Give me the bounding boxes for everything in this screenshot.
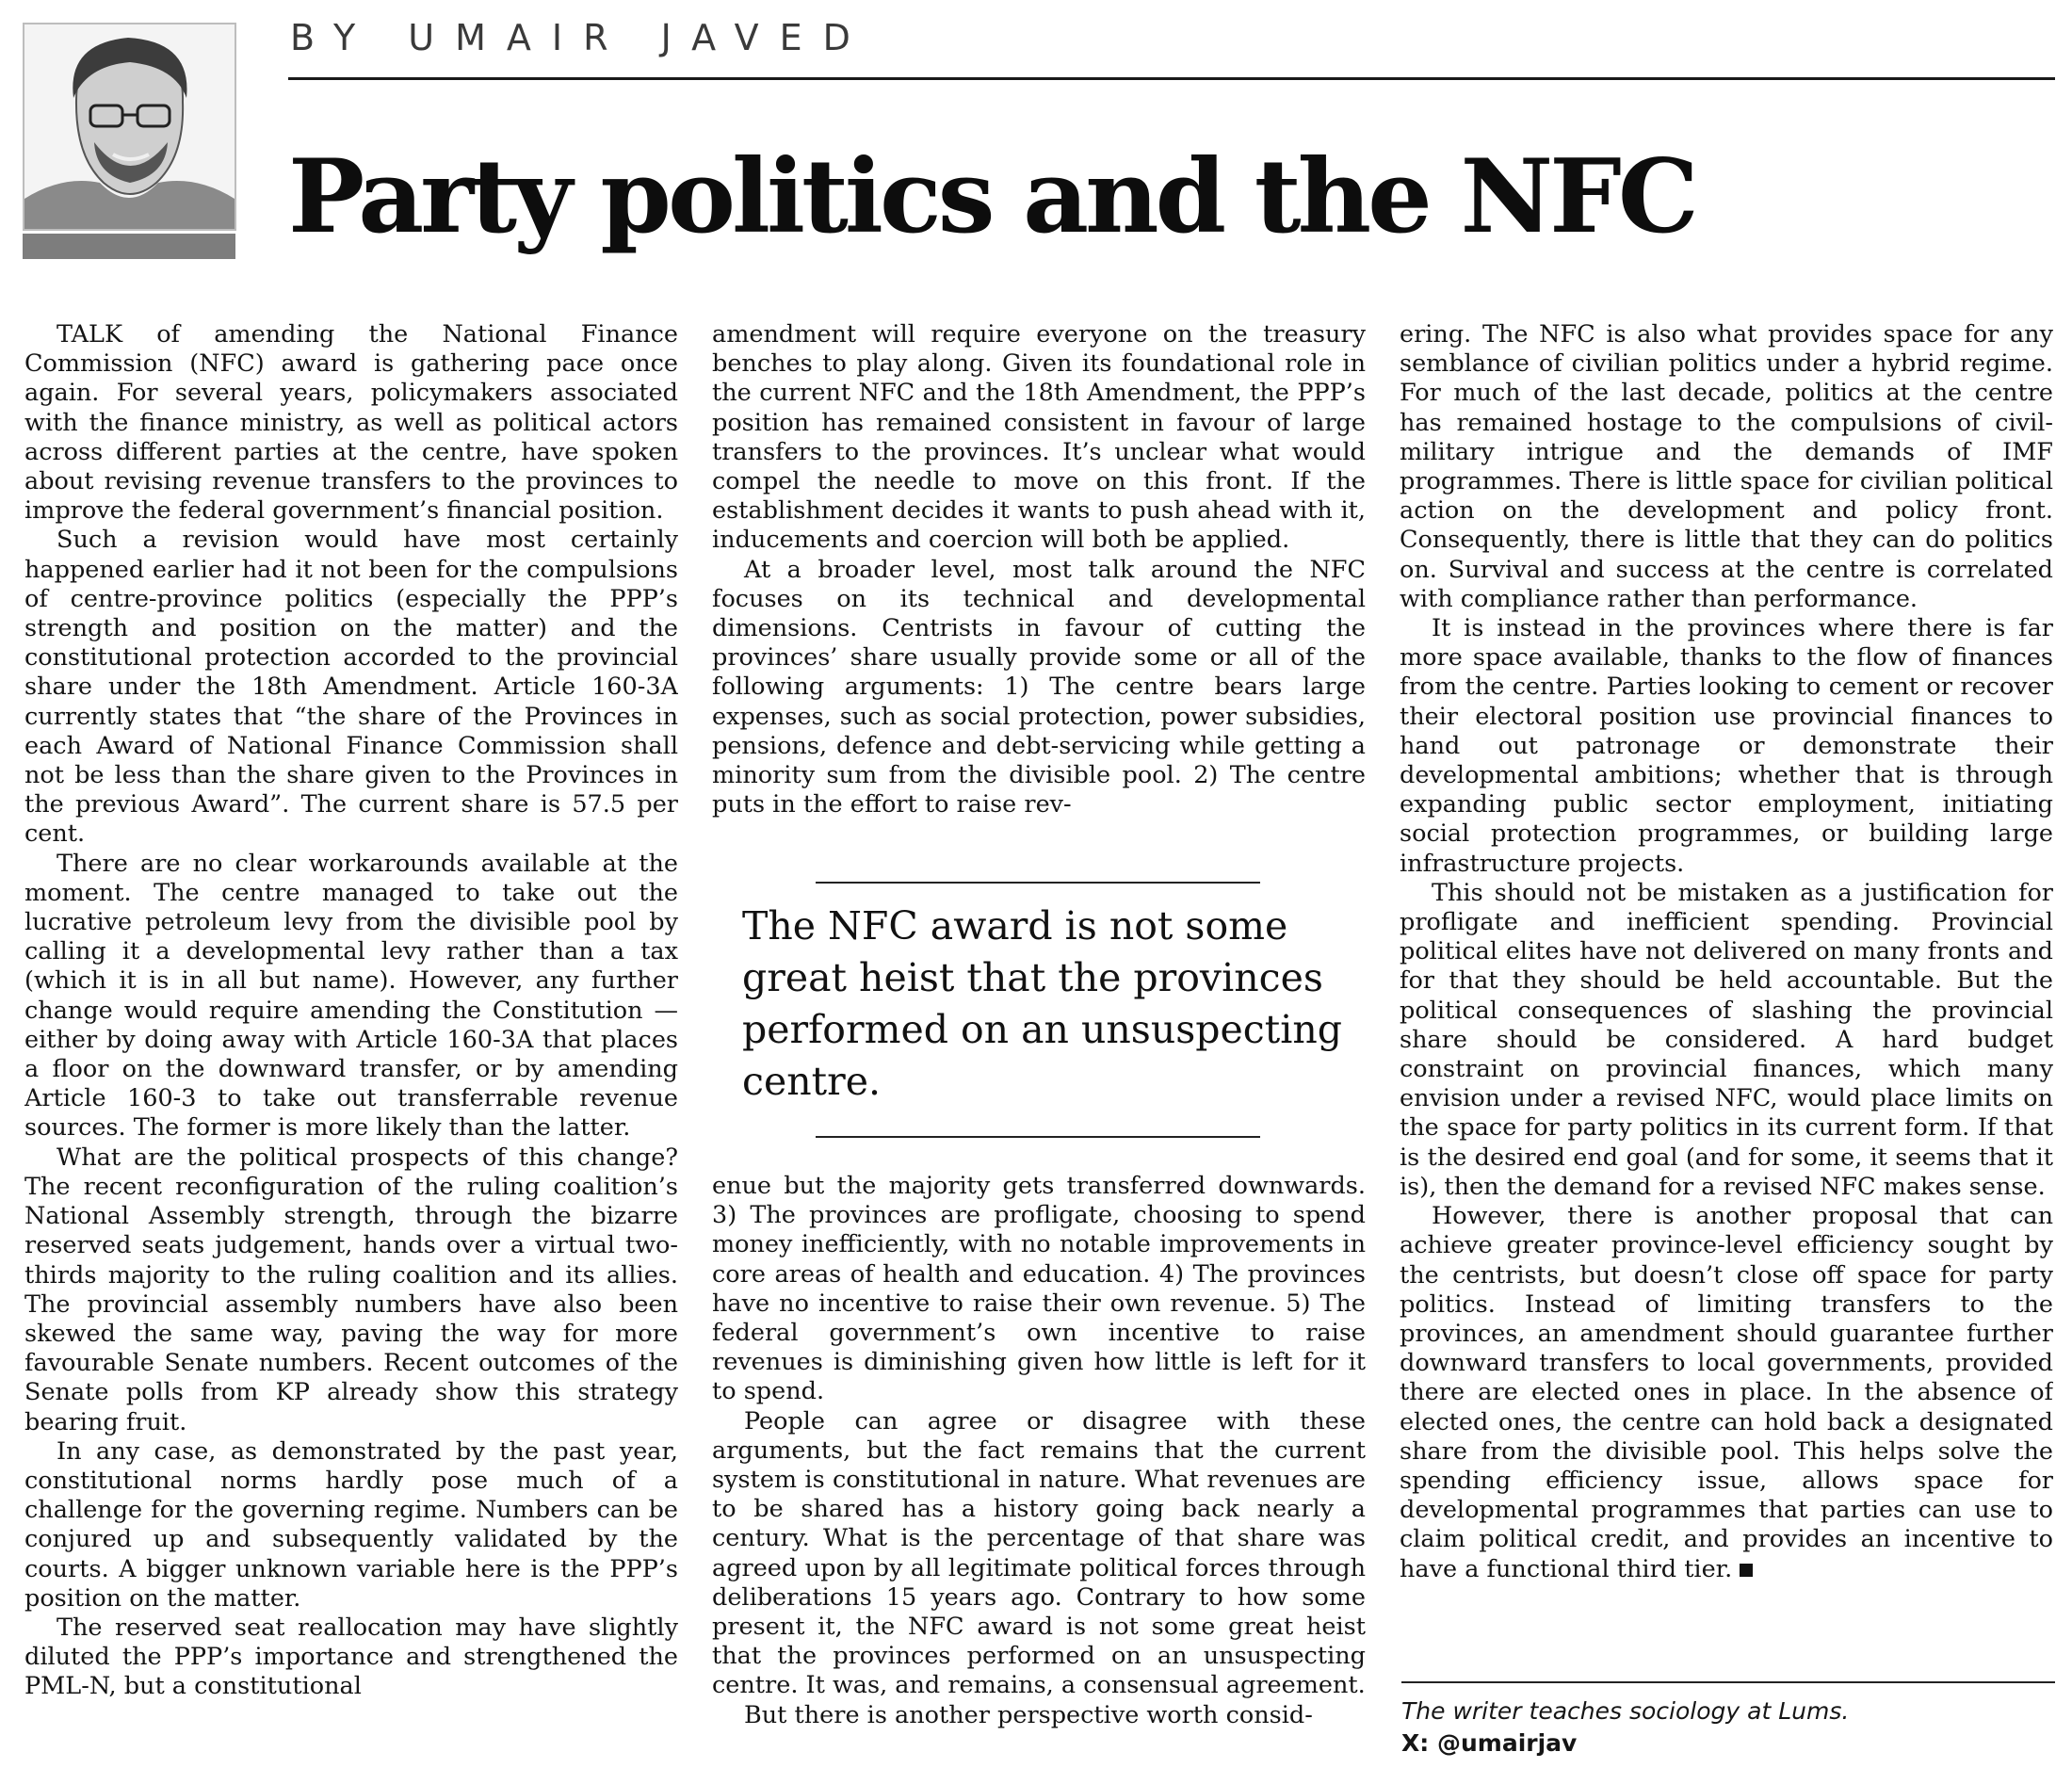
paragraph: It is instead in the provinces where there is far more space available, thanks to the flow of finances from the centre. Parties looking to cement or recover their electoral position use provincial finances to hand out patronage or demonstrate their developmental ambitions; whether that is through expanding public sector employment, initiating social protection programmes, or building large infrastructure projects.	[1400, 614, 2053, 878]
paragraph: Such a revision would have most certainly happened earlier had it not been for the compulsions of centre-province politics (especially the PPP’s strength and position on the matter) and the constitutional protection accorded to the provincial share under the 18th Amendment. Article 160-3A currently states that “the share of the Provinces in each Award of National Finance Commission shall not be less than the share given to the Provinces in the previous Award”. The current share is 57.5 per cent.	[24, 526, 678, 849]
paragraph-continued: amendment will require everyone on the treasury benches to play along. Given its foundational role in the current NFC and the 18th Amendment, the PPP’s position has remained consistent in favour of large transfers to the provinces. It’s unclear what would compel the needle to move on this front. If the establishment decides it wants to push ahead with it, inducements and coercion will both be applied.	[712, 320, 1366, 555]
author-note: The writer teaches sociology at Lums.	[1401, 1697, 1850, 1725]
pullquote: The NFC award is not some great heist that the provinces performed on an unsuspecting centre.	[742, 903, 1343, 1104]
paragraph: In any case, as demonstrated by the past year, constitutional norms hardly pose much of a challenge for the governing regime. Numbers can be conjured up and subsequently validated by the courts. A bigger unknown variable here is the PPP’s position on the matter.	[24, 1436, 678, 1613]
article-column-3	[1400, 320, 2053, 1660]
author-portrait-icon	[24, 24, 235, 229]
pullquote-rule-top	[816, 882, 1260, 884]
paragraph: But there is another perspective worth consid-	[744, 1700, 1313, 1729]
photo-caption-bar	[23, 234, 235, 259]
paragraph: There are no clear workarounds available at the moment. The centre managed to take out the lucrative petroleum levy from the divisible pool by calling it a developmental levy rather than a tax (which it is in all but name). However, any further change would require amending the Constitution — either by doing away with Article 160-3A that places a floor on the downward transfer, or by amending Article 160-3 to take out transferrable revenue sources. The former is more likely than the latter.	[24, 849, 678, 1143]
paragraph: The reserved seat reallocation may have slightly diluted the PPP’s importance and strengthened the PML-N, but a constitutional	[24, 1613, 678, 1701]
paragraph: At a broader level, most talk around the NFC focuses on its technical and developmental dimensions. Centrists in favour of cutting the provinces’ share usually provide some or all of the following arguments: 1) The centre bears large expenses, such as social protection, power subsidies, pensions, defence and debt-servicing while getting a minority sum from the divisible pool. 2) The centre puts in the effort to raise rev-	[712, 555, 1366, 819]
author-note-rule	[1401, 1681, 2055, 1683]
author-handle: X: @umairjav	[1401, 1729, 1578, 1757]
paragraph-text: However, there is another proposal that can achieve greater province-level efficiency sought by the centrists, but doesn’t close off space for party politics. Instead of limiting transfers to the provinces, an amendment should guarantee further downward transfers to local governments, provided there are elected ones in place. In the absence of elected ones, the centre can hold back a designated share from the divisible pool. This helps solve the spending efficiency issue, allows space for developmental programmes that parties can use to claim political credit, and provides an incentive to have a functional third tier.	[1400, 1202, 2053, 1583]
byline: BY UMAIR JAVED	[290, 17, 871, 58]
paragraph: This should not be mistaken as a justification for profligate and inefficient spending. Provincial political elites have not delivered on many fronts and for that they should be held accountable. But the political consequences of slashing the provincial share should be considered. A hard budget constraint on provincial finances, which many envision under a revised NFC, would place limits on the space for party politics in its current form. If that is the desired end goal (and for some, it seems that it is), then the demand for a revised NFC makes sense.	[1400, 878, 2053, 1201]
paragraph	[1400, 1202, 2053, 1584]
header-rule	[288, 77, 2055, 80]
article-column-1	[24, 320, 678, 1761]
headline: Party politics and the NFC	[288, 138, 1695, 256]
paragraph-continued: ering. The NFC is also what provides space for any semblance of civilian politics under a hybrid regime. For much of the last decade, politics at the centre has remained hostage to the compulsions of civil-military intrigue and the demands of IMF programmes. There is little space for civilian political action on the development and policy front. Consequently, there is little that they can do politics on. Survival and success at the centre is correlated with compliance rather than performance.	[1400, 320, 2053, 613]
article-column-2-bottom	[712, 1172, 1366, 1761]
article-column-2-top	[712, 320, 1366, 855]
paragraph: TALK of amending the National Finance Commission (NFC) award is gathering pace once again. For several years, policymakers associated with the finance ministry, as well as political actors across different parties at the centre, have spoken about revising revenue transfers to the provinces to improve the federal government’s financial position.	[24, 320, 678, 526]
author-photo	[23, 23, 236, 231]
paragraph-continued: enue but the majority gets transferred downwards. 3) The provinces are profligate, choosing to spend money inefficiently, with no notable improvements in core areas of health and education. 4) The provinces have no incentive to raise their own revenue. 5) The federal government’s own incentive to raise revenues is diminishing given how little is left for it to spend.	[712, 1172, 1366, 1406]
pullquote-rule-bottom	[816, 1136, 1260, 1138]
paragraph: What are the political prospects of this change? The recent reconfiguration of the ruling coalition’s National Assembly strength, through the bizarre reserved seats judgement, hands over a virtual two-thirds majority to the ruling coalition and its allies. The provincial assembly numbers have also been skewed the same way, paving the way for more favourable Senate numbers. Recent outcomes of the Senate polls from KP already show this strategy bearing fruit.	[24, 1143, 678, 1436]
end-mark-icon	[1740, 1564, 1753, 1577]
paragraph: People can agree or disagree with these arguments, but the fact remains that the current system is constitutional in nature. What revenues are to be shared has a history going back nearly a century. What is the percentage of that share was agreed upon by all legitimate political forces through deliberations 15 years ago. Contrary to how some present it, the NFC award is not some great heist that the provinces performed on an unsuspecting centre. It was, and remains, a consensual agreement.	[712, 1406, 1366, 1700]
